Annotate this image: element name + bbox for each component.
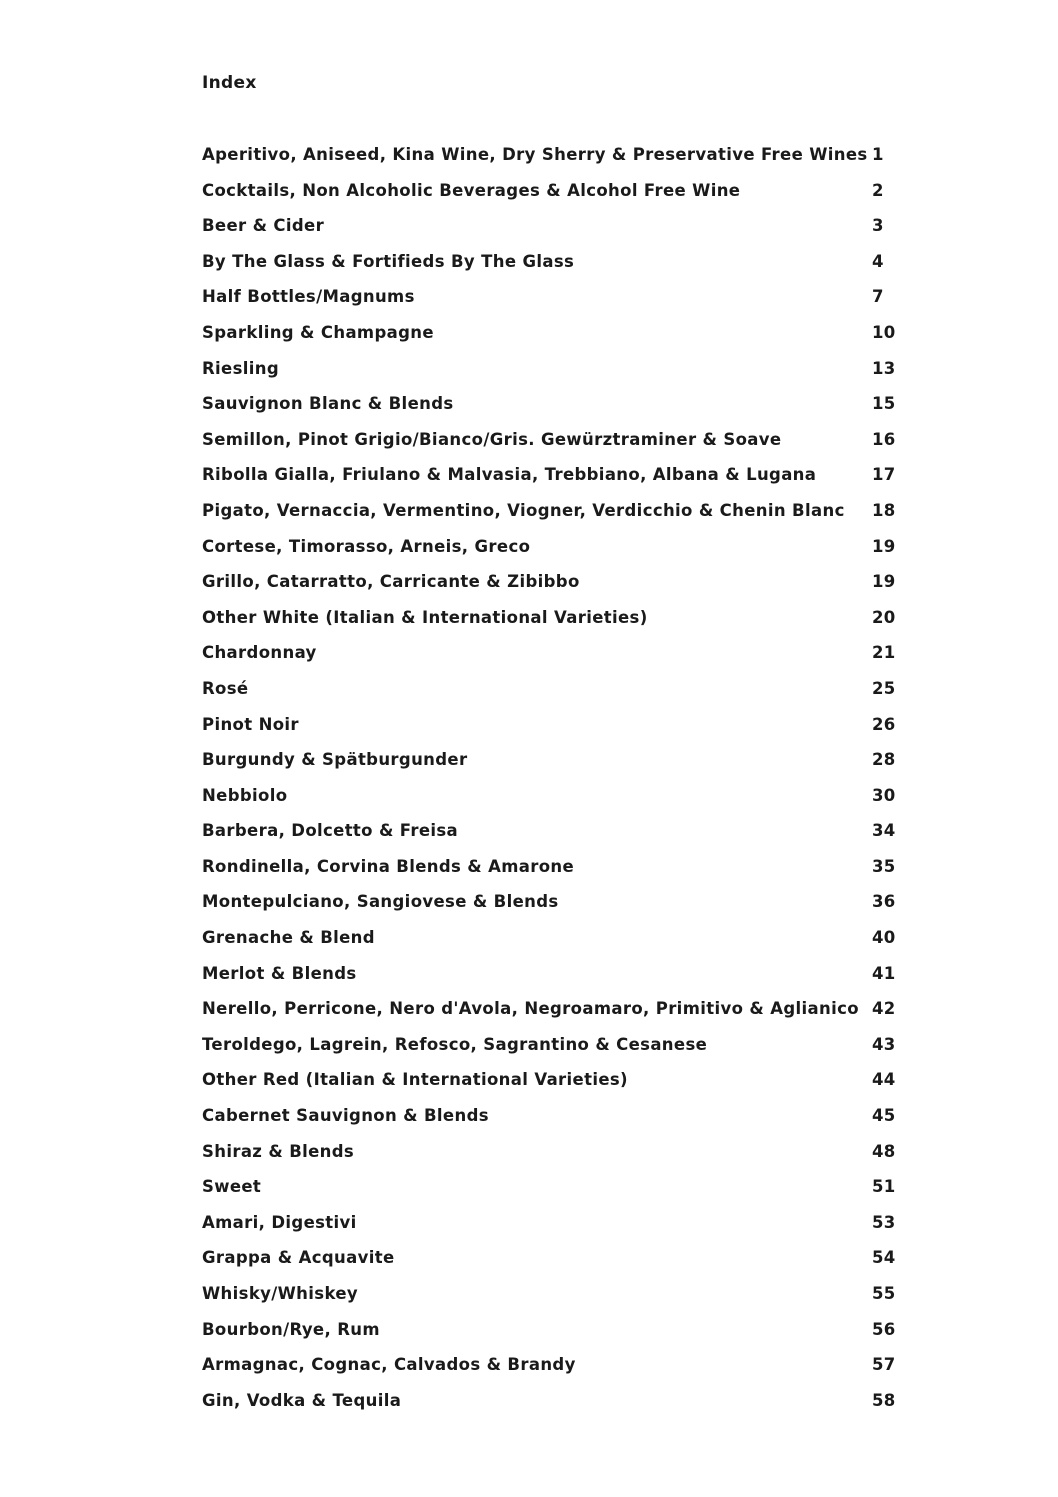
index-entry[interactable] [202,1173,922,1209]
index-entry[interactable] [202,817,922,853]
index-entry-page-number: 16 [872,429,896,449]
index-entry-label: Whisky/Whiskey [202,1284,358,1303]
index-entry[interactable] [202,639,922,675]
index-entry-page-number: 57 [872,1355,896,1375]
index-entry[interactable] [202,1209,922,1245]
index-entry-page-number: 19 [872,572,896,592]
index-entry[interactable] [202,960,922,996]
index-entry-label: Pigato, Vernaccia, Vermentino, Viogner, Verdicchio & Chenin Blanc [202,500,845,520]
index-entry-page-number: 13 [872,358,896,378]
index-entry-page-number: 45 [872,1106,896,1126]
index-entry[interactable] [202,141,922,177]
index-entry[interactable] [202,177,922,213]
index-entry[interactable] [202,1387,922,1423]
index-entry-page-number: 19 [872,536,896,556]
index-entry-label: Shiraz & Blends [202,1141,355,1161]
index-entry-page-number: 54 [872,1248,896,1268]
index-entry-page-number: 51 [872,1177,896,1197]
index-entry-label: Aperitivo, Aniseed, Kina Wine, Dry Sherry & Preservative Free Wines [202,145,868,164]
index-entry-page-number: 10 [872,322,896,342]
index-entry-page-number: 17 [872,465,896,485]
index-entry-label: Amari, Digestivi [202,1212,357,1232]
index-entry[interactable] [202,853,922,889]
index-entry-label: Rosé [202,678,249,698]
index-entry-label: Semillon, Pinot Grigio/Bianco/Gris. Gewürztraminer & Soave [202,429,782,449]
index-entry-page-number: 15 [872,394,896,414]
index-entry[interactable] [202,461,922,497]
index-entry-page-number: 25 [872,678,896,698]
index-entry[interactable] [202,675,922,711]
index-entry[interactable] [202,1244,922,1280]
index-entry-page-number: 30 [872,785,896,805]
index-entry-page-number: 34 [872,821,896,841]
index-entry-label: Gin, Vodka & Tequila [202,1390,402,1410]
index-entry[interactable] [202,319,922,355]
index-entry-page-number: 4 [872,251,884,271]
index-entry[interactable] [202,1138,922,1174]
index-entry-label: Riesling [202,358,280,378]
index-entry[interactable] [202,212,922,248]
index-entry-label: Nebbiolo [202,785,288,805]
index-entry-page-number: 7 [872,287,884,307]
index-entry-page-number: 58 [872,1390,896,1410]
index-entry-label: By The Glass & Fortifieds By The Glass [202,251,575,271]
index-entry[interactable] [202,355,922,391]
index-entry-label: Armagnac, Cognac, Calvados & Brandy [202,1355,576,1375]
index-entry[interactable] [202,248,922,284]
index-entry-page-number: 36 [872,892,896,912]
index-list [202,141,922,1422]
index-entry[interactable] [202,497,922,533]
index-entry-page-number: 3 [872,216,884,236]
index-entry-page-number: 53 [872,1212,896,1232]
index-entry[interactable] [202,782,922,818]
index-entry-page-number: 40 [872,928,896,948]
index-entry[interactable] [202,924,922,960]
index-entry[interactable] [202,711,922,747]
index-entry-label: Other Red (Italian & International Varieties) [202,1070,628,1090]
index-entry-label: Merlot & Blends [202,963,357,983]
index-entry-label: Beer & Cider [202,216,325,236]
index-entry[interactable] [202,746,922,782]
index-entry[interactable] [202,1102,922,1138]
index-entry[interactable] [202,1351,922,1387]
index-entry-label: Cortese, Timorasso, Arneis, Greco [202,536,531,556]
index-entry-label: Grillo, Catarratto, Carricante & Zibibbo [202,572,580,592]
index-entry[interactable] [202,1316,922,1352]
index-entry-page-number: 26 [872,714,896,734]
index-entry-label: Other White (Italian & International Varieties) [202,607,648,627]
index-entry-label: Sauvignon Blanc & Blends [202,394,454,414]
index-entry-page-number: 21 [872,643,896,663]
index-entry-page-number: 35 [872,856,896,876]
index-entry-page-number: 42 [872,999,896,1019]
index-entry[interactable] [202,390,922,426]
index-entry-page-number: 18 [872,500,896,520]
index-entry[interactable] [202,533,922,569]
index-entry[interactable] [202,604,922,640]
index-entry-label: Half Bottles/Magnums [202,287,415,307]
index-entry-label: Burgundy & Spätburgunder [202,750,468,770]
index-entry-label: Grenache & Blend [202,928,375,948]
index-entry-label: Bourbon/Rye, Rum [202,1319,380,1339]
index-entry-label: Nerello, Perricone, Nero d'Avola, Negroamaro, Primitivo & Aglianico [202,999,859,1019]
index-entry-page-number: 55 [872,1284,896,1303]
index-entry-label: Cocktails, Non Alcoholic Beverages & Alcohol Free Wine [202,180,741,200]
index-entry-label: Sparkling & Champagne [202,322,434,342]
index-entry[interactable] [202,568,922,604]
index-entry-label: Grappa & Acquavite [202,1248,395,1268]
index-entry-page-number: 56 [872,1319,896,1339]
index-entry-page-number: 1 [872,145,884,164]
index-entry-label: Chardonnay [202,643,317,663]
index-entry-label: Ribolla Gialla, Friulano & Malvasia, Trebbiano, Albana & Lugana [202,465,817,485]
page-title: Index [202,73,257,93]
index-entry[interactable] [202,995,922,1031]
index-entry-label: Rondinella, Corvina Blends & Amarone [202,856,575,876]
index-entry-page-number: 20 [872,607,896,627]
index-entry-page-number: 41 [872,963,896,983]
index-entry[interactable] [202,1280,922,1316]
index-entry-label: Sweet [202,1177,262,1197]
index-entry[interactable] [202,888,922,924]
index-entry-label: Teroldego, Lagrein, Refosco, Sagrantino & Cesanese [202,1034,708,1054]
index-entry-page-number: 48 [872,1141,896,1161]
index-entry-label: Montepulciano, Sangiovese & Blends [202,892,559,912]
index-entry-label: Cabernet Sauvignon & Blends [202,1106,489,1126]
index-entry[interactable] [202,1066,922,1102]
index-entry[interactable] [202,283,922,319]
index-entry[interactable] [202,1031,922,1067]
index-entry-page-number: 43 [872,1034,896,1054]
index-entry-page-number: 28 [872,750,896,770]
index-entry-label: Barbera, Dolcetto & Freisa [202,821,459,841]
index-entry-label: Pinot Noir [202,714,299,734]
index-entry-page-number: 2 [872,180,884,200]
index-entry[interactable] [202,426,922,462]
index-entry-page-number: 44 [872,1070,896,1090]
